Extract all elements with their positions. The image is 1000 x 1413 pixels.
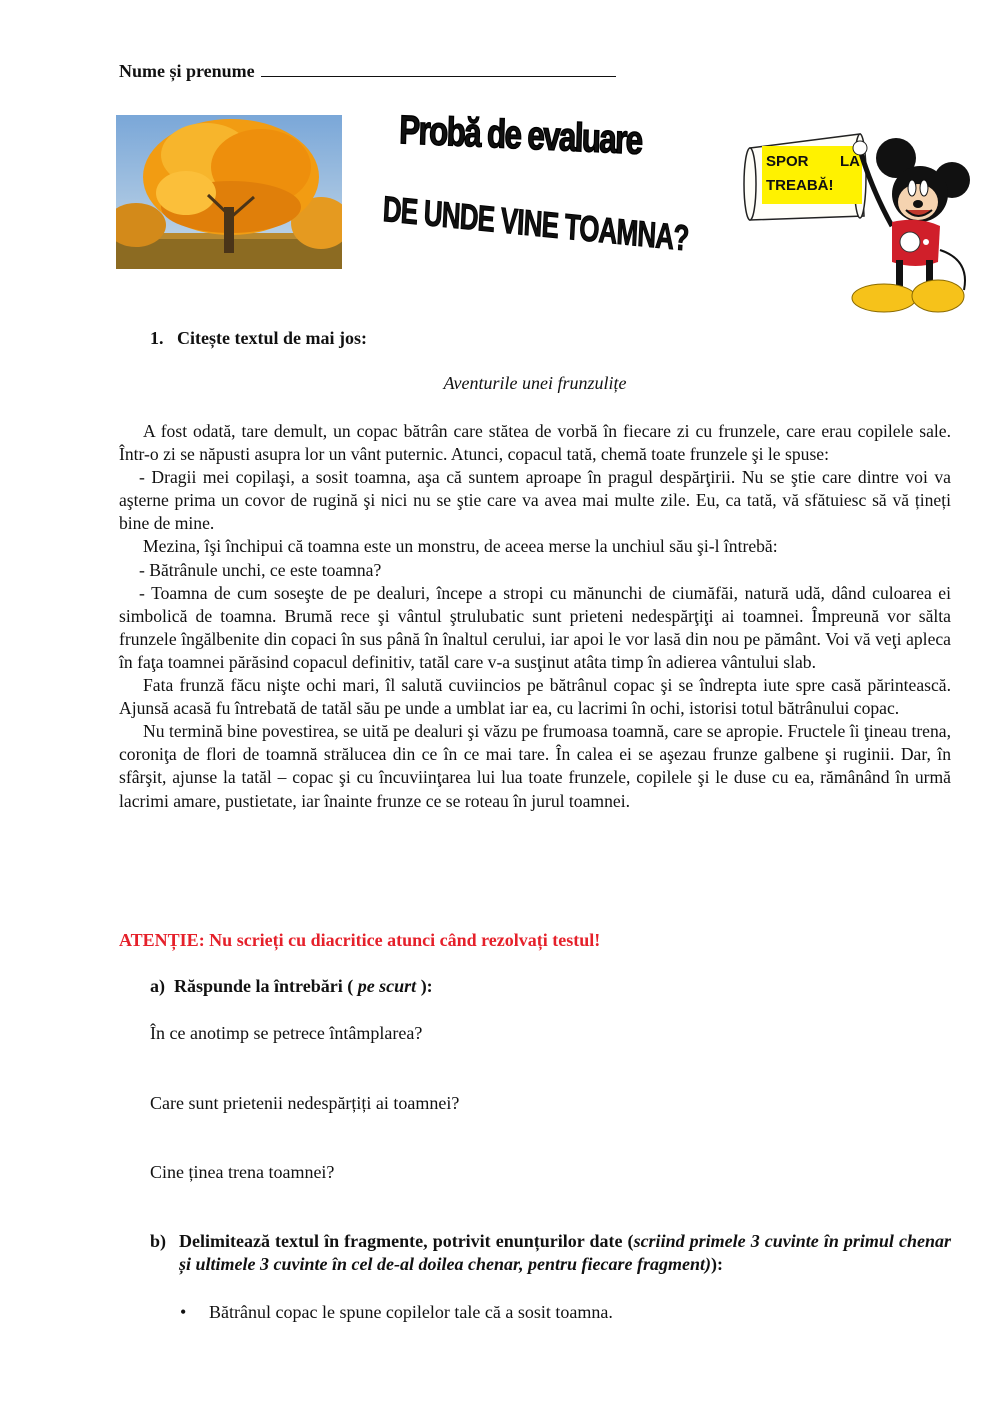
story-paragraph: Nu termină bine povestirea, se uită pe dealuri şi văzu pe frumoasa toamnă, care se apropie. Fructele îi ţineau trena, coroniţa de flori de toamnă strălucea din ce în ce mai tare. În calea ei se aşezau frunze galbene şi ruginii. Dar, în sfârşit, ajunse la tatăl – copac şi cu încuviinţarea lui lua toate frunzele, copilele şi le duse cu ea, rămânând în urmă lacrimi amare, pustietate, iar înainte frunze ce se roteau în jurul toamnei.	[119, 721, 951, 811]
story-paragraph: Mezina, îşi închipui că toamna este un monstru, de aceea merse la unchiul său şi-l întrebă:	[143, 536, 778, 557]
autumn-tree-image	[116, 115, 342, 269]
warning-text: ATENȚIE: Nu scrieți cu diacritice atunci când rezolvați testul!	[119, 930, 601, 950]
section-a-heading-text: a) Răspunde la întrebări (	[150, 976, 354, 996]
sign-text	[766, 150, 860, 198]
question-3: Cine ținea trena toamnei?	[150, 1162, 335, 1182]
question-1: În ce anotimp se petrece întâmplarea?	[150, 1023, 423, 1043]
section-b-label: b)	[150, 1231, 167, 1251]
story-paragraph: Fata frunză făcu nişte ochi mari, îl salută cuviincios pe bătrânul copac şi se îndrepta iute spre casă părintească. Ajunsă acasă fu întrebată de tatăl său pe unde a umblat iar ea, cu lacrimi în ochi, istorisi totul bătrânului copac.	[119, 675, 951, 719]
story-text	[119, 420, 951, 813]
section-b-heading-text: Delimitează textul în fragmente, potrivit enunțurilor date (	[179, 1231, 634, 1251]
sign-word-treaba: TREABĂ!	[766, 177, 834, 194]
bullet-icon: •	[180, 1302, 187, 1322]
question-2: Care sunt prietenii nedespărțiți ai toamnei?	[150, 1093, 460, 1113]
section-a-heading-end: ):	[420, 976, 433, 996]
bullet-text: Bătrânul copac le spune copilelor tale că a sosit toamna.	[209, 1302, 613, 1322]
section-b-heading	[150, 1230, 951, 1276]
section-b-heading-italic: scriind primele 3 cuvinte în primul chenar și ultimele 3 cuvinte în cel de-al doilea chenar, pentru fiecare fragment)	[179, 1231, 951, 1274]
test-subtitle: DE UNDE VINE TOAMNA?	[381, 188, 690, 259]
sign-word-spor: SPOR	[766, 153, 809, 170]
section-b-heading-end: ):	[710, 1254, 723, 1274]
story-paragraph: - Toamna de cum soseşte de pe dealuri, începe a stropi cu mănunchi de ciumăfăi, natură udă, dând culoarea ei simbolică de toamna. Brumă rece şi vântul ştrulubatic sunt prieteni nedespărţiţi ai toamnei. Împreună vor sălta frunzele îngălbenite din copaci în sus până în înaltul cerului, iar apoi le vor lasă din nou pe pământ. Voi vă veţi apleca în faţa toamnei părăsind copacul definitiv, tatăl care v-a susţinut atâta timp în adierea vântului slab.	[119, 582, 951, 672]
section-a-heading-italic: pe scurt	[353, 976, 421, 996]
story-paragraph: - Bătrânule unchi, ce este toamna?	[139, 559, 382, 580]
story-paragraph: A fost odată, tare demult, un copac bătrân care stătea de vorbă în fiecare zi cu frunzele, care erau copilele sale. Într-o zi se năpusti asupra lor un vânt puternic. Atunci, copacul tată, chemă toate frunzele şi le spuse:	[119, 421, 951, 465]
list-item	[180, 1302, 613, 1323]
task1-heading: 1. Citește textul de mai jos:	[150, 328, 367, 348]
sign-word-la: LA	[840, 153, 860, 170]
section-a-heading	[150, 976, 433, 997]
name-blank-line[interactable]	[261, 60, 616, 77]
test-title: Probă de evaluare	[398, 108, 643, 163]
name-field-label	[119, 60, 616, 82]
name-label: Nume și prenume	[119, 61, 255, 81]
story-title: Aventurile unei frunzulițe	[443, 373, 627, 393]
story-paragraph: - Dragii mei copilaşi, a sosit toamna, aşa că suntem aproape în pragul despărţirii. Nu se ştie care dintre voi va aşterne prima un covor de rugină şi nici nu se ştie care va avea mai multe zile. Eu, ca tată, vă sfătuiesc să vă țineți bine de mine.	[119, 467, 951, 534]
